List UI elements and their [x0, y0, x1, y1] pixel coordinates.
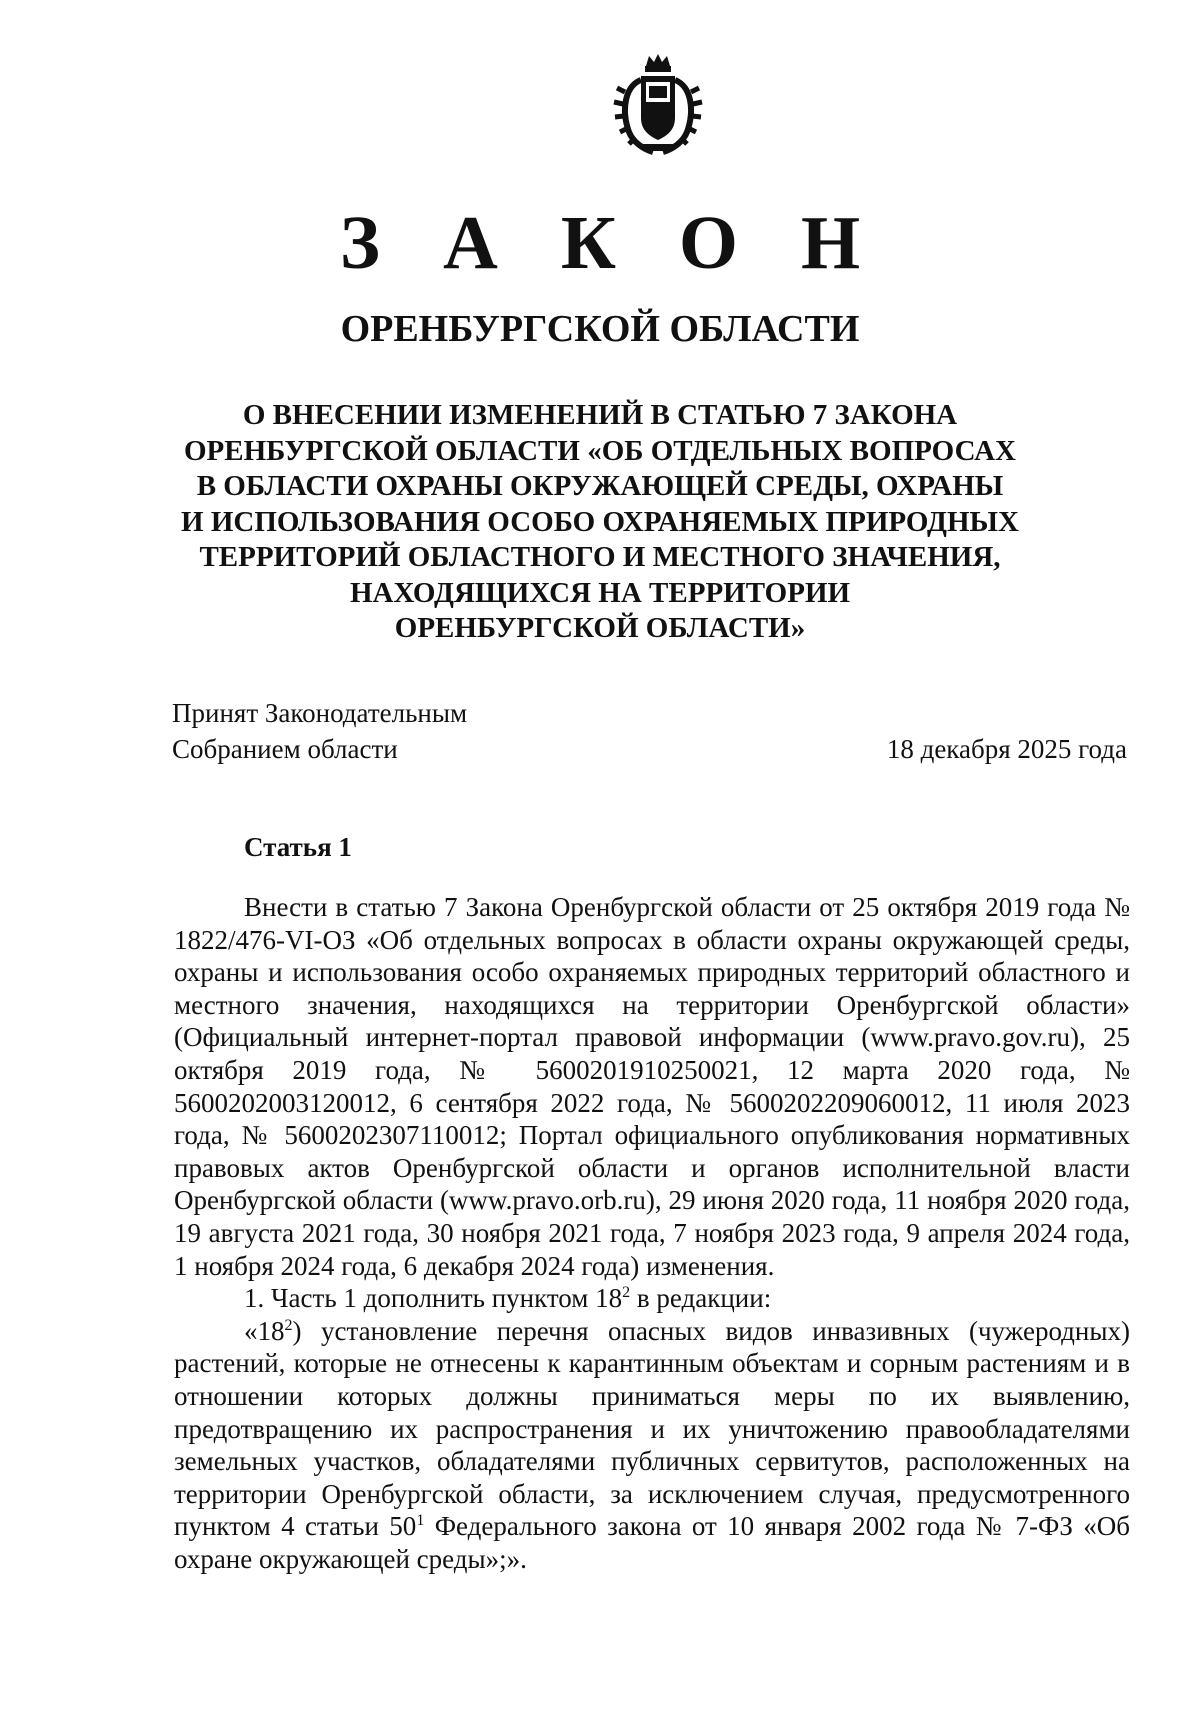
adoption-statement [172, 695, 467, 767]
amendment-item-text-end: в редакции: [630, 1283, 772, 1314]
document-title-line: ОРЕНБУРГСКОЙ ОБЛАСТИ «ОБ ОТДЕЛЬНЫХ ВОПРОСАХ [184, 434, 1016, 467]
article-body [174, 891, 1130, 1575]
law-title: З А К О Н [339, 201, 883, 285]
quote-open: «18 [244, 1315, 285, 1346]
adoption-line-2: Собранием области [172, 734, 398, 764]
amendment-quote [174, 1315, 1130, 1576]
quote-text: ) установление перечня опасных видов инвазивных (чужеродных) растений, которые не отнесены к карантинным объектам и сорным растениям и в отношении которых должны приниматься меры по их выявлению, предотвращению их распространения и их уничтожению правообладателями земельных участков, обладателями публичных сервитутов, расположенных на территории Оренбургской области, за исключением случая, предусмотренного пунктом 4 статьи 50 [174, 1315, 1130, 1542]
adoption-date: 18 декабря 2025 года [886, 734, 1127, 764]
superscript: 2 [622, 1284, 631, 1302]
document-title-line: И ИСПОЛЬЗОВАНИЯ ОСОБО ОХРАНЯЕМЫХ ПРИРОДНЫХ [181, 505, 1019, 538]
document-title-line: В ОБЛАСТИ ОХРАНЫ ОКРУЖАЮЩЕЙ СРЕДЫ, ОХРАНЫ [196, 470, 1004, 502]
document-title-line: ОРЕНБУРГСКОЙ ОБЛАСТИ» [394, 612, 806, 644]
amendment-item [174, 1282, 1130, 1315]
document-title-line: НАХОДЯЩИХСЯ НА ТЕРРИТОРИИ [349, 576, 851, 609]
region-title: ОРЕНБУРГСКОЙ ОБЛАСТИ [340, 308, 860, 350]
superscript: 2 [284, 1316, 293, 1334]
article-heading: Статья 1 [244, 832, 352, 862]
document-title-line: ТЕРРИТОРИЙ ОБЛАСТНОГО И МЕСТНОГО ЗНАЧЕНИЯ, [199, 541, 1001, 573]
quote-text-end: Федерального закона от 10 января 2002 года № 7-ФЗ «Об охране окружающей среды»;». [174, 1511, 1131, 1574]
coat-of-arms-emblem [611, 52, 705, 156]
adoption-line-1: Принят Законодательным [172, 698, 468, 728]
superscript: 1 [416, 1512, 425, 1530]
amendment-item-text: 1. Часть 1 дополнить пунктом 18 [244, 1283, 623, 1314]
document-title [0, 398, 1200, 647]
article-paragraph: Внести в статью 7 Закона Оренбургской области от 25 октября 2019 года № 1822/476-VI-ОЗ «Об отдельных вопросах в области охраны окружающей среды, охраны и использования особо охраняемых природных территорий областного и местного значения, находящихся на территории Оренбургской области» (Официальный интернет-портал правовой информации (www.pravo.gov.ru), 25 октября 2019 года, № 5600201910250021, 12 марта 2020 года, № 5600202003120012, 6 сентября 2022 года, № 5600202209060012, 11 июля 2023 года, № 5600202307110012; Портал официального опубликования нормативных правовых актов Оренбургской области и органов исполнительной власти Оренбургской области (www.pravo.orb.ru), 29 июня 2020 года, 11 ноября 2020 года, 19 августа 2021 года, 30 ноября 2021 года, 7 ноября 2023 года, 9 апреля 2024 года, 1 ноября 2024 года, 6 декабря 2024 года) изменения. [174, 892, 1130, 1281]
document-title-line: О ВНЕСЕНИИ ИЗМЕНЕНИЙ В СТАТЬЮ 7 ЗАКОНА [242, 399, 958, 431]
